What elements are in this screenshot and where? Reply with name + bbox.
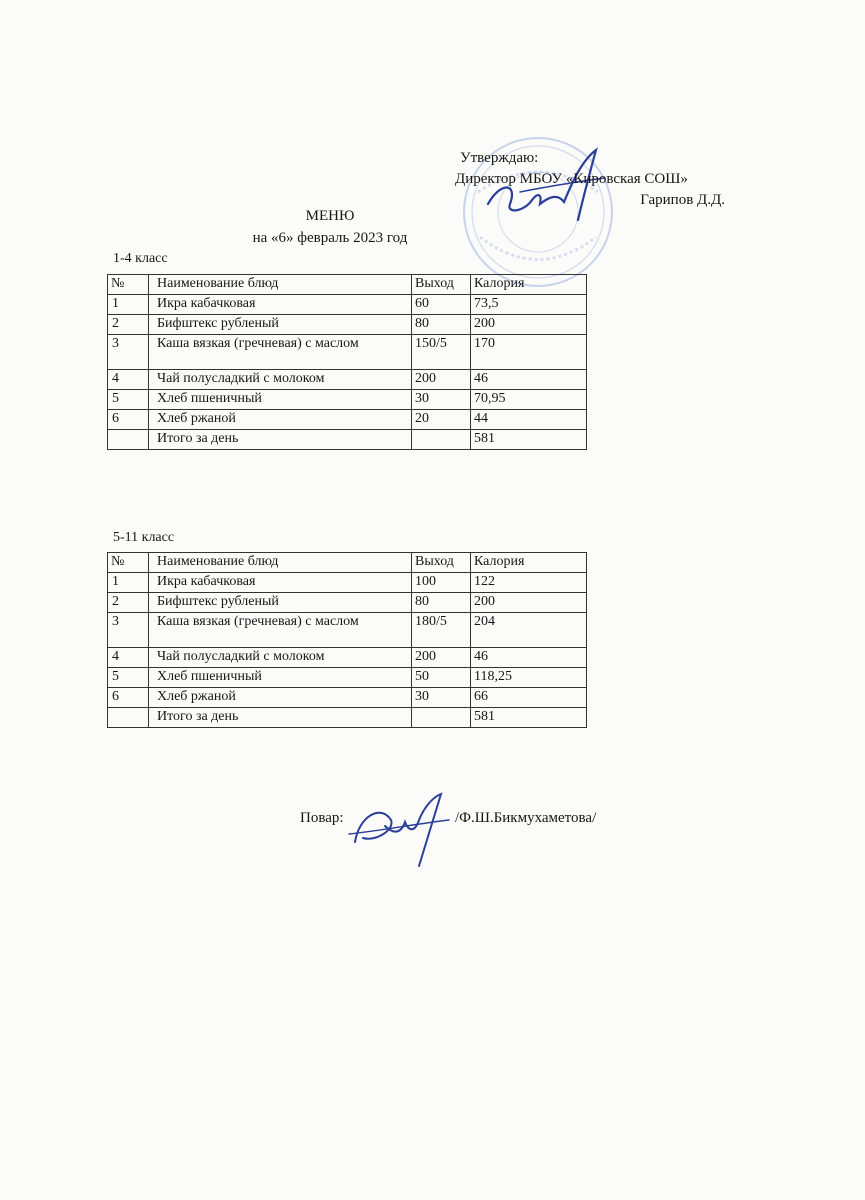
header-output: Выход — [412, 553, 471, 573]
row-calories: 44 — [471, 410, 587, 430]
table-header-row — [108, 275, 587, 295]
row-output: 100 — [412, 573, 471, 593]
row-num: 5 — [108, 668, 149, 688]
row-name: Хлеб ржаной — [149, 410, 412, 430]
row-output: 150/5 — [412, 335, 471, 370]
menu-table-5-11 — [107, 552, 587, 728]
table-row — [108, 410, 587, 430]
header-num: № — [108, 553, 149, 573]
row-calories: 118,25 — [471, 668, 587, 688]
table-row — [108, 648, 587, 668]
cook-label: Повар: — [300, 810, 344, 826]
table-row — [108, 668, 587, 688]
row-name: Каша вязкая (гречневая) с маслом — [149, 335, 412, 370]
table-row — [108, 295, 587, 315]
row-output: 50 — [412, 668, 471, 688]
row-num: 5 — [108, 390, 149, 410]
total-calories: 581 — [471, 430, 587, 450]
approval-line-2: Директор МБОУ «Кировская СОШ» — [455, 171, 688, 187]
row-calories: 170 — [471, 335, 587, 370]
header-name: Наименование блюд — [149, 553, 412, 573]
header-calories: Калория — [471, 553, 587, 573]
row-name: Бифштекс рубленый — [149, 593, 412, 613]
table-header-row — [108, 553, 587, 573]
row-num: 4 — [108, 370, 149, 390]
row-calories: 70,95 — [471, 390, 587, 410]
cook-signature — [345, 790, 455, 870]
row-name: Хлеб пшеничный — [149, 668, 412, 688]
total-output — [412, 430, 471, 450]
section-label: 5-11 класс — [113, 530, 175, 545]
approval-line-1: Утверждаю: — [460, 150, 539, 166]
total-output — [412, 708, 471, 728]
row-calories: 66 — [471, 688, 587, 708]
row-num: 4 — [108, 648, 149, 668]
table-row — [108, 335, 587, 370]
total-num — [108, 430, 149, 450]
row-num: 1 — [108, 295, 149, 315]
row-name: Хлеб пшеничный — [149, 390, 412, 410]
row-num: 6 — [108, 688, 149, 708]
table-row — [108, 390, 587, 410]
row-output: 80 — [412, 593, 471, 613]
row-calories: 200 — [471, 593, 587, 613]
total-num — [108, 708, 149, 728]
approval-line-3: Гарипов Д.Д. — [640, 192, 725, 208]
row-calories: 200 — [471, 315, 587, 335]
row-num: 3 — [108, 613, 149, 648]
table-row — [108, 370, 587, 390]
header-name: Наименование блюд — [149, 275, 412, 295]
row-name: Каша вязкая (гречневая) с маслом — [149, 613, 412, 648]
approval-block — [440, 148, 725, 211]
row-num: 1 — [108, 573, 149, 593]
cook-name: /Ф.Ш.Бикмухаметова/ — [455, 810, 597, 826]
row-output: 20 — [412, 410, 471, 430]
menu-date: на «6» февраль 2023 год — [252, 230, 408, 246]
table-row — [108, 613, 587, 648]
table-row — [108, 315, 587, 335]
row-name: Чай полусладкий с молоком — [149, 370, 412, 390]
row-name: Икра кабачковая — [149, 295, 412, 315]
header-calories: Калория — [471, 275, 587, 295]
row-num: 3 — [108, 335, 149, 370]
row-name: Бифштекс рубленый — [149, 315, 412, 335]
row-calories: 46 — [471, 648, 587, 668]
row-output: 200 — [412, 370, 471, 390]
row-output: 200 — [412, 648, 471, 668]
row-output: 60 — [412, 295, 471, 315]
table-row — [108, 688, 587, 708]
total-label: Итого за день — [149, 430, 412, 450]
row-num: 6 — [108, 410, 149, 430]
row-name: Икра кабачковая — [149, 573, 412, 593]
row-num: 2 — [108, 315, 149, 335]
row-calories: 122 — [471, 573, 587, 593]
row-calories: 204 — [471, 613, 587, 648]
header-num: № — [108, 275, 149, 295]
row-calories: 73,5 — [471, 295, 587, 315]
section-label: 1-4 класс — [113, 251, 168, 266]
total-row — [108, 708, 587, 728]
row-output: 30 — [412, 688, 471, 708]
row-num: 2 — [108, 593, 149, 613]
total-label: Итого за день — [149, 708, 412, 728]
row-name: Хлеб ржаной — [149, 688, 412, 708]
row-output: 80 — [412, 315, 471, 335]
row-calories: 46 — [471, 370, 587, 390]
row-output: 180/5 — [412, 613, 471, 648]
row-output: 30 — [412, 390, 471, 410]
menu-table-1-4 — [107, 274, 587, 450]
table-row — [108, 593, 587, 613]
menu-title: МЕНЮ — [305, 208, 355, 224]
header-output: Выход — [412, 275, 471, 295]
row-name: Чай полусладкий с молоком — [149, 648, 412, 668]
total-calories: 581 — [471, 708, 587, 728]
total-row — [108, 430, 587, 450]
table-row — [108, 573, 587, 593]
